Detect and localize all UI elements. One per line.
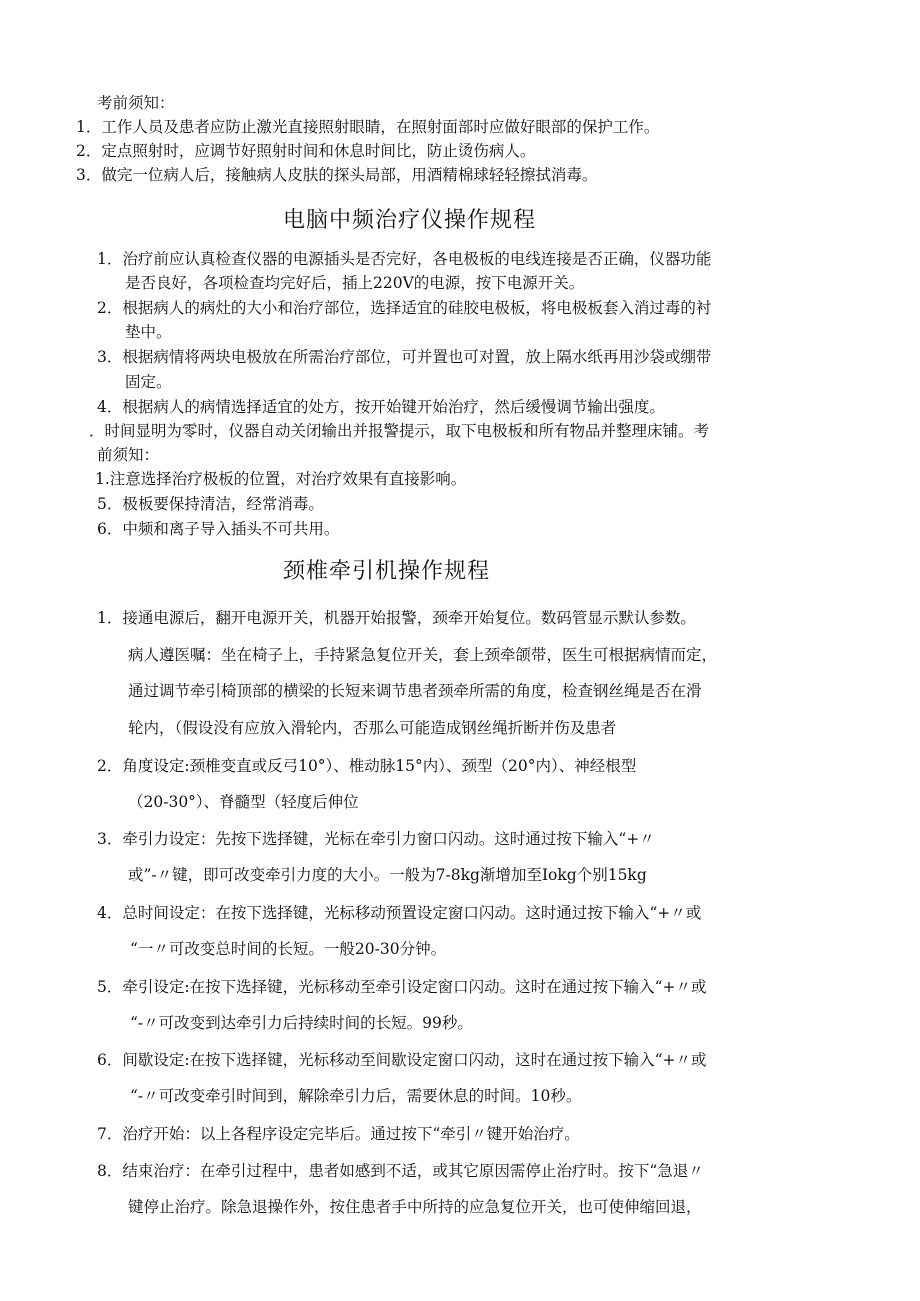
section3-line-9: 4．总时间设定：在按下选择键，光标移动预置设定窗口闪动。这时通过按下输入“+〃或 (97, 904, 702, 922)
section3-line-1: 1．接通电源后，翻开电源开关，机器开始报警，颈牵开始复位。数码管显示默认参数。 (97, 609, 696, 627)
section3-line-11: 5．牵引设定:在按下选择键，光标移动至牵引设定窗口闪动。这时在通过按下输入“+〃或 (97, 978, 707, 996)
section2-line-3: 2．根据病人的病灶的大小和治疗部位，选择适宜的硅胶电极板，将电极板套入消过毒的衬 (97, 299, 712, 317)
section1-heading: 考前须知： (97, 94, 175, 112)
section2-line-12: 6．中频和离子导入插头不可共用。 (97, 520, 340, 538)
section3-line-6: （20-30°）、脊髓型（轻度后伸位 (128, 793, 359, 811)
section2-line-8: ．时间显明为零时，仪器自动关闭输出并报警提示，取下电极板和所有物品并整理床铺。考 (89, 422, 710, 440)
section2-line-6: 固定。 (125, 373, 172, 391)
section2-line-10: 1.注意选择治疗极板的位置，对治疗效果有直接影响。 (95, 470, 467, 488)
section2-line-11: 5．极板要保持清洁，经常消毒。 (97, 495, 324, 513)
section3-title: 颈椎牵引机操作规程 (283, 559, 491, 584)
section3-line-16: 8．结束治疗：在牵引过程中，患者如感到不适，或其它原因需停止治疗时。按下“急退〃 (97, 1162, 704, 1180)
section2-line-9: 前须知： (97, 446, 160, 464)
section3-line-17: 键停止治疗。除急退操作外，按住患者手中所持的应急复位开关，也可使伸缩回退， (128, 1198, 702, 1216)
section1-item-3: 3．做完一位病人后，接触病人皮肤的探头局部，用酒精棉球轻轻擦拭消毒。 (76, 166, 598, 184)
section3-line-10: “一〃可改变总时间的长短。一般20-30分钟。 (130, 940, 447, 958)
section2-line-1: 1．治疗前应认真检查仪器的电源插头是否完好，各电极板的电线连接是否正确，仪器功能 (97, 250, 712, 268)
section3-line-8: 或”-〃键，即可改变牵引力度的大小。一般为7-8kg渐增加至Iokg个别15kg (128, 866, 647, 884)
section2-line-7: 4．根据病人的病情选择适宜的处方，按开始键开始治疗，然后缓慢调节输出强度。 (97, 398, 665, 416)
section3-line-2: 病人遵医嘱：坐在椅子上，手持紧急复位开关，套上颈牵颌带，医生可根据病情而定， (128, 646, 718, 664)
section2-line-2: 是否良好，各项检查均完好后，插上220V的电源，按下电源开关。 (125, 274, 585, 292)
section1-item-1: 1．工作人员及患者应防止激光直接照射眼睛，在照射面部时应做好眼部的保护工作。 (76, 118, 660, 136)
section3-line-3: 通过调节牵引椅顶部的横梁的长短来调节患者颈牵所需的角度，检查钢丝绳是否在滑 (128, 682, 702, 700)
section3-line-14: “-〃可改变牵引时间到，解除牵引力后，需要休息的时间。10秒。 (130, 1087, 582, 1105)
section3-line-5: 2．角度设定:颈椎变直或反弓10°）、椎动脉15°内）、颈型（20°内）、神经根型 (97, 757, 637, 775)
section3-line-13: 6．间歇设定:在按下选择键，光标移动至间歇设定窗口闪动，这时在通过按下输入“+〃或 (97, 1051, 707, 1069)
section2-line-4: 垫中。 (125, 323, 172, 341)
section3-line-12: “-〃可改变到达牵引力后持续时间的长短。99秒。 (130, 1014, 473, 1032)
section3-line-7: 3．牵引力设定：先按下选择键，光标在牵引力窗口闪动。这时通过按下输入“+〃 (97, 830, 655, 848)
section2-title: 电脑中频治疗仪操作规程 (283, 208, 537, 233)
section3-line-15: 7．治疗开始：以上各程序设定完毕后。通过按下“牵引〃键开始治疗。 (97, 1125, 580, 1143)
section1-item-2: 2．定点照射时，应调节好照射时间和休息时间比，防止烫伤病人。 (76, 142, 536, 160)
section2-line-5: 3．根据病情将两块电极放在所需治疗部位，可并置也可对置，放上隔水纸再用沙袋或绷带 (97, 348, 712, 366)
section3-line-4: 轮内，（假设没有应放入滑轮内，否那么可能造成钢丝绳折断并伤及患者 (128, 719, 617, 737)
